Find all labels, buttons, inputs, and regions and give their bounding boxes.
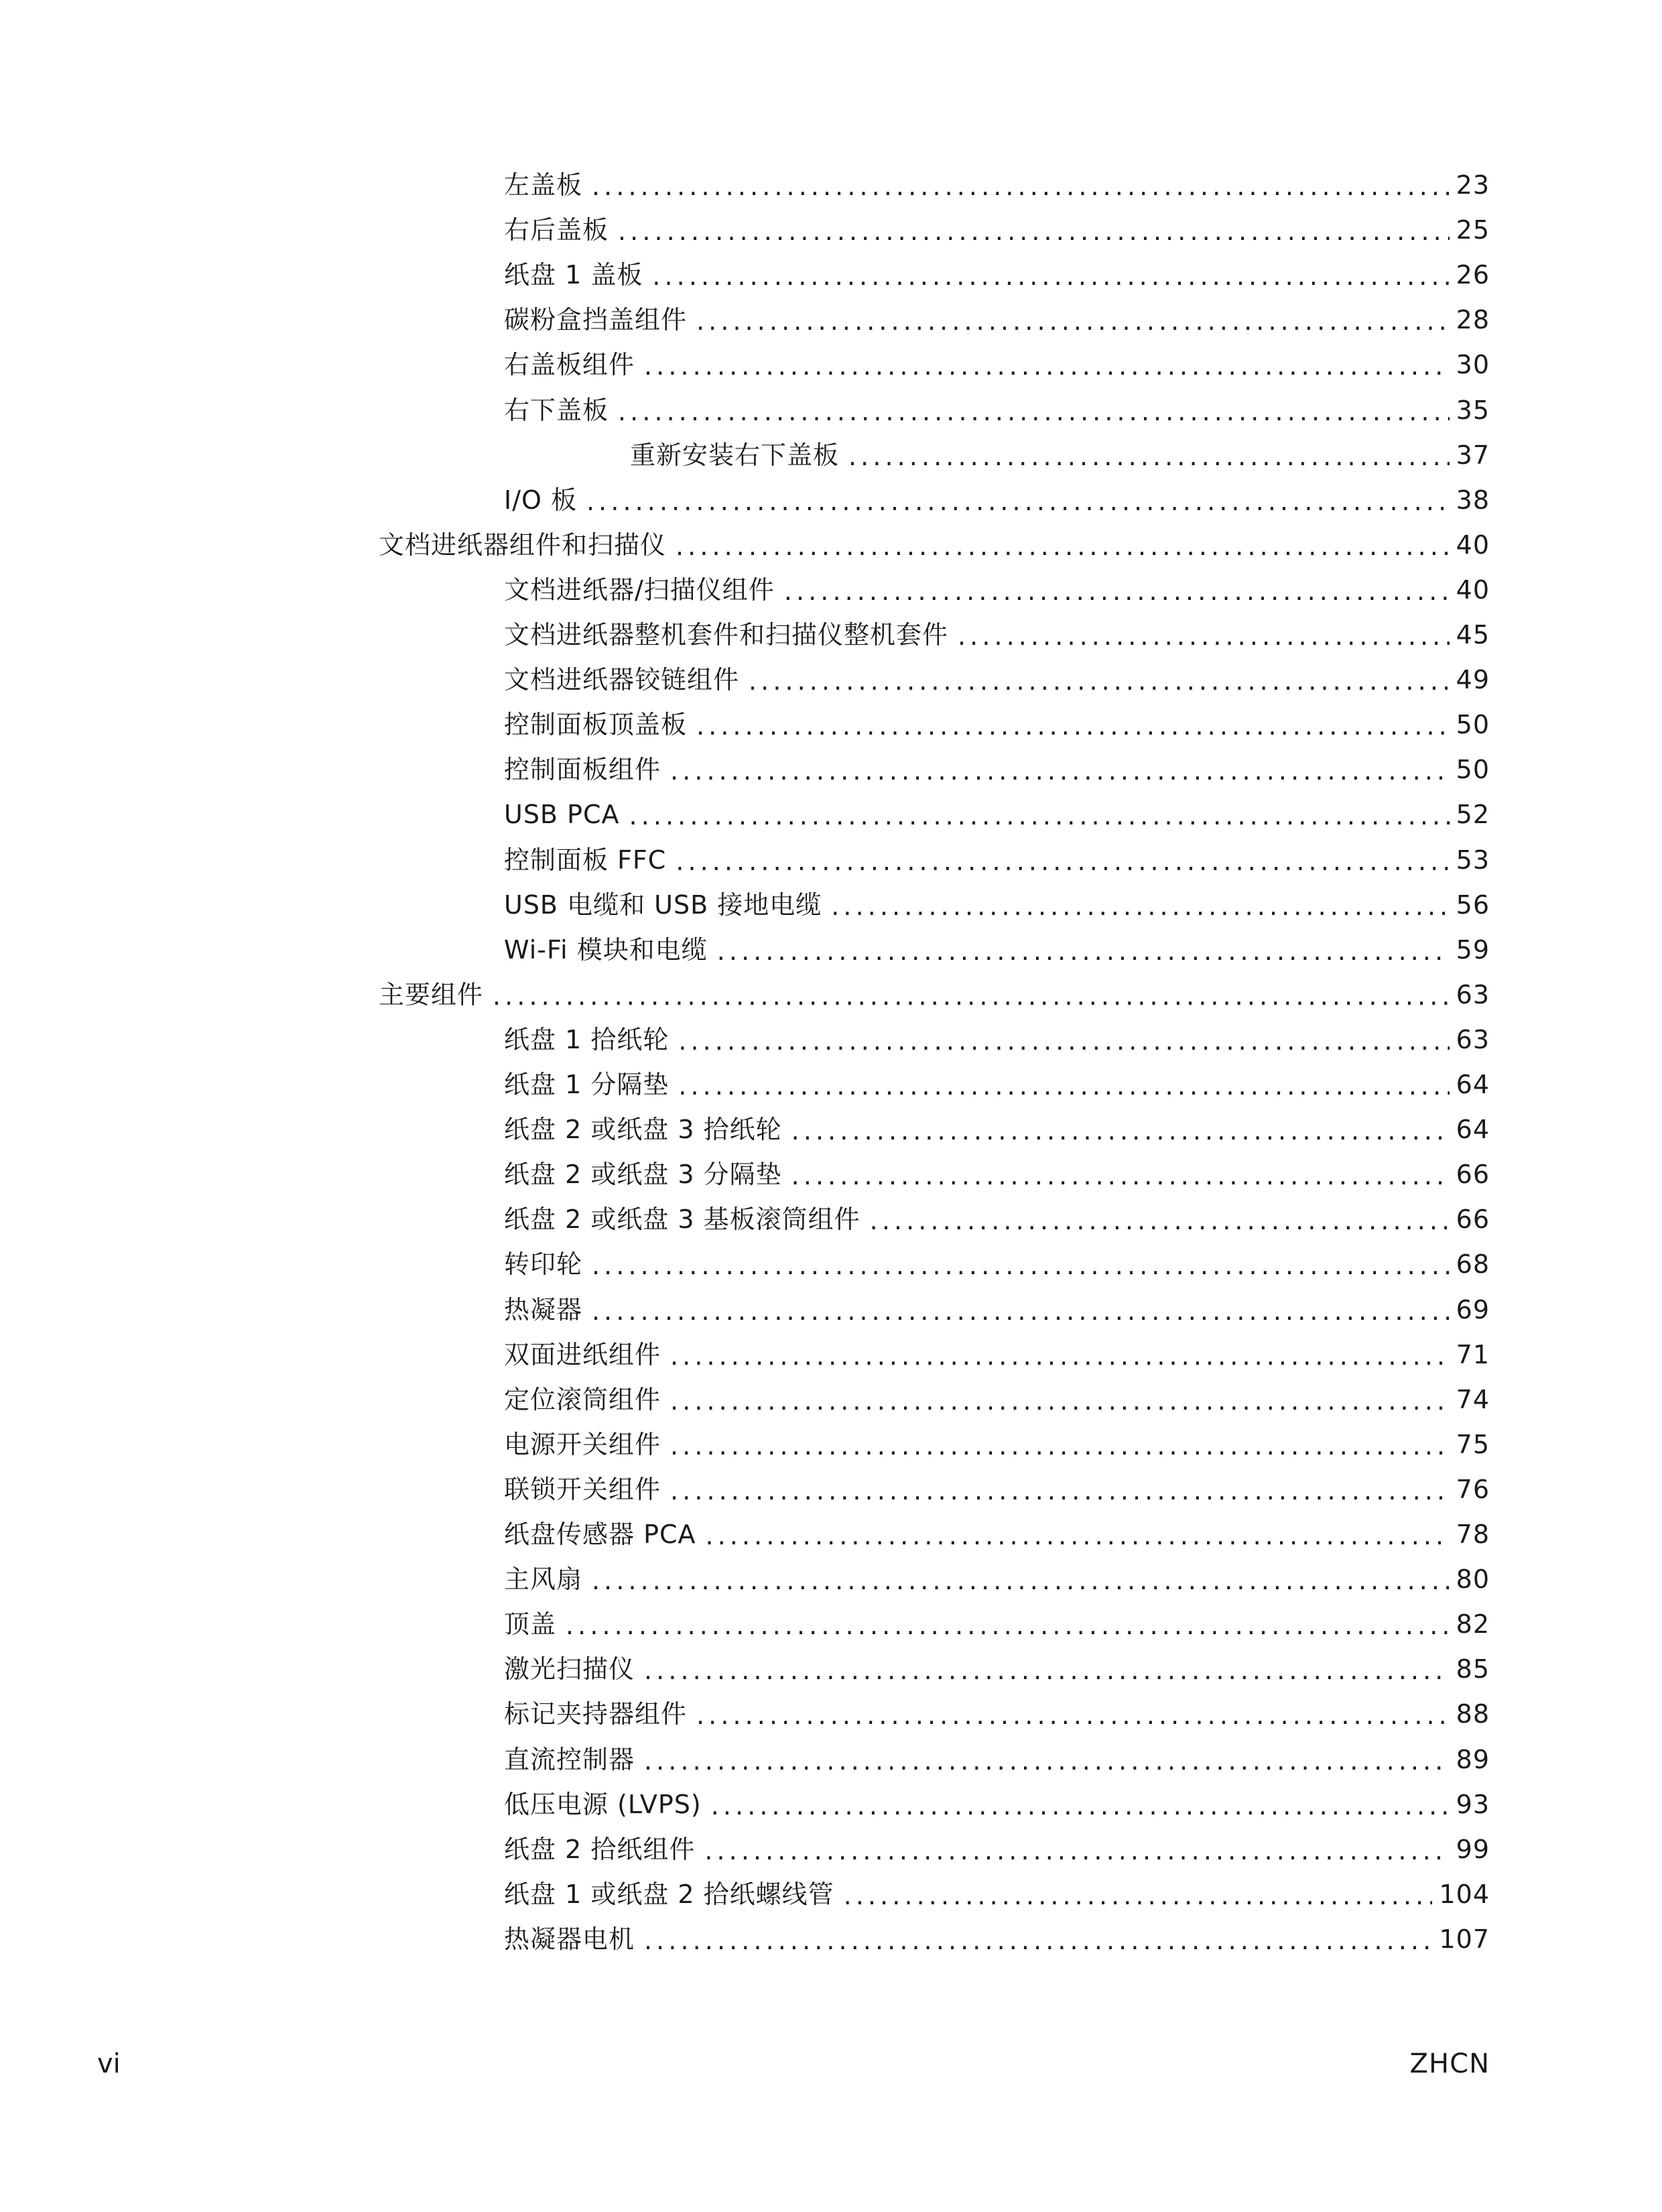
toc-dot-leader bbox=[592, 164, 1450, 209]
toc-entry[interactable] bbox=[504, 1062, 1490, 1107]
toc-entry[interactable] bbox=[504, 1557, 1490, 1602]
toc-entry[interactable] bbox=[504, 658, 1490, 702]
toc-entry-title: 纸盘 2 或纸盘 3 基板滚筒组件 bbox=[504, 1205, 860, 1235]
toc-entry-title: 重新安装右下盖板 bbox=[630, 440, 840, 470]
toc-entry[interactable] bbox=[504, 1872, 1490, 1917]
toc-dot-leader bbox=[870, 1199, 1450, 1243]
toc-entry[interactable] bbox=[504, 1782, 1490, 1827]
toc-entry[interactable] bbox=[379, 973, 1490, 1018]
toc-entry[interactable] bbox=[504, 928, 1490, 973]
toc-entry-title: 纸盘 1 分隔垫 bbox=[504, 1070, 669, 1099]
toc-entry-title: USB 电缆和 USB 接地电缆 bbox=[504, 889, 822, 920]
toc-entry[interactable] bbox=[504, 1152, 1490, 1197]
toc-entry[interactable] bbox=[504, 1197, 1490, 1242]
toc-entry-page: 28 bbox=[1456, 305, 1490, 335]
toc-entry[interactable] bbox=[504, 838, 1490, 883]
toc-entry-page: 25 bbox=[1456, 215, 1490, 245]
toc-dot-leader bbox=[629, 794, 1450, 839]
toc-dot-leader bbox=[644, 1648, 1450, 1693]
toc-entry-page: 71 bbox=[1456, 1339, 1490, 1369]
toc-entry-page: 64 bbox=[1456, 1070, 1490, 1099]
toc-dot-leader bbox=[618, 209, 1450, 254]
toc-entry[interactable] bbox=[504, 388, 1490, 433]
toc-entry-page: 66 bbox=[1456, 1160, 1490, 1190]
toc-entry[interactable] bbox=[504, 1827, 1490, 1872]
toc-entry[interactable] bbox=[504, 1288, 1490, 1333]
toc-dot-leader bbox=[706, 1514, 1450, 1558]
toc-entry-page: 107 bbox=[1439, 1924, 1490, 1954]
toc-entry-title: 激光扫描仪 bbox=[504, 1654, 635, 1684]
toc-dot-leader bbox=[696, 299, 1450, 344]
toc-dot-leader bbox=[831, 884, 1449, 929]
toc-entry-title: 顶盖 bbox=[504, 1609, 557, 1640]
toc-entry-page: 50 bbox=[1456, 710, 1490, 740]
toc-entry-page: 89 bbox=[1456, 1744, 1490, 1774]
toc-dot-leader bbox=[696, 1693, 1450, 1738]
toc-entry-title: 直流控制器 bbox=[504, 1744, 635, 1774]
toc-dot-leader bbox=[493, 974, 1450, 1019]
toc-dot-leader bbox=[670, 1334, 1450, 1379]
toc-entry-page: 45 bbox=[1456, 620, 1490, 650]
toc-dot-leader bbox=[670, 1379, 1450, 1424]
toc-dot-leader bbox=[644, 1739, 1450, 1784]
toc-entry-page: 66 bbox=[1456, 1205, 1490, 1235]
toc-entry[interactable] bbox=[504, 253, 1490, 298]
toc-entry-title: USB PCA bbox=[504, 800, 620, 830]
toc-entry-title: 文档进纸器/扫描仪组件 bbox=[504, 574, 775, 605]
toc-entry-title: 纸盘 1 或纸盘 2 拾纸螺线管 bbox=[504, 1879, 834, 1909]
toc-entry-page: 30 bbox=[1456, 350, 1490, 380]
footer-page-number: vi bbox=[97, 2048, 121, 2079]
toc-entry-title: 右盖板组件 bbox=[504, 350, 635, 380]
toc-entry[interactable] bbox=[504, 1107, 1490, 1152]
toc-entry[interactable] bbox=[504, 163, 1490, 208]
toc-dot-leader bbox=[958, 614, 1450, 659]
toc-entry[interactable] bbox=[504, 1333, 1490, 1377]
toc-entry-page: 63 bbox=[1456, 1024, 1490, 1054]
toc-entry-page: 40 bbox=[1456, 574, 1490, 605]
toc-entry-page: 52 bbox=[1456, 800, 1490, 830]
toc-entry[interactable] bbox=[504, 568, 1490, 613]
toc-entry-page: 50 bbox=[1456, 755, 1490, 785]
toc-entry-page: 74 bbox=[1456, 1384, 1490, 1414]
toc-entry-page: 40 bbox=[1456, 530, 1490, 560]
toc-dot-leader bbox=[592, 1289, 1450, 1334]
toc-entry-title: 标记夹持器组件 bbox=[504, 1699, 688, 1729]
toc-entry[interactable] bbox=[504, 1377, 1490, 1422]
toc-entry-page: 88 bbox=[1456, 1699, 1490, 1729]
toc-entry-page: 80 bbox=[1456, 1564, 1490, 1595]
toc-entry-title: 纸盘传感器 PCA bbox=[504, 1520, 696, 1549]
toc-dot-leader bbox=[644, 1918, 1432, 1963]
toc-dot-leader bbox=[592, 1243, 1450, 1288]
toc-dot-leader bbox=[644, 344, 1450, 389]
toc-entry-page: 68 bbox=[1456, 1249, 1490, 1280]
toc-entry[interactable] bbox=[504, 298, 1490, 343]
toc-entry-title: 联锁开关组件 bbox=[504, 1474, 661, 1504]
toc-dot-leader bbox=[704, 1829, 1449, 1873]
toc-entry-page: 35 bbox=[1456, 395, 1490, 425]
toc-dot-leader bbox=[791, 1154, 1450, 1199]
toc-entry[interactable] bbox=[504, 208, 1490, 253]
toc-dot-leader bbox=[749, 659, 1450, 704]
toc-dot-leader bbox=[618, 389, 1450, 434]
toc-entry-title: 碳粉盒挡盖组件 bbox=[504, 305, 688, 335]
toc-entry-title: 定位滚筒组件 bbox=[504, 1384, 661, 1414]
toc-entry-page: 37 bbox=[1456, 440, 1490, 470]
toc-dot-leader bbox=[791, 1109, 1450, 1154]
toc-dot-leader bbox=[678, 1064, 1449, 1109]
toc-dot-leader bbox=[670, 1469, 1450, 1514]
toc-entry-page: 23 bbox=[1456, 170, 1490, 200]
toc-dot-leader bbox=[592, 1558, 1450, 1603]
toc-dot-leader bbox=[670, 1424, 1450, 1469]
footer-locale-code: ZHCN bbox=[1409, 2048, 1490, 2079]
toc-dot-leader bbox=[784, 569, 1450, 614]
toc-entry-page: 49 bbox=[1456, 665, 1490, 695]
toc-entry-page: 75 bbox=[1456, 1429, 1490, 1459]
toc-entry[interactable] bbox=[504, 1018, 1490, 1062]
toc-entry[interactable] bbox=[504, 1422, 1490, 1467]
toc-entry[interactable] bbox=[630, 433, 1490, 478]
toc-dot-leader bbox=[844, 1873, 1433, 1918]
toc-entry[interactable] bbox=[504, 1512, 1490, 1557]
toc-dot-leader bbox=[848, 434, 1450, 479]
toc-entry-title: 控制面板组件 bbox=[504, 755, 661, 785]
toc-entry-title: 纸盘 2 或纸盘 3 拾纸轮 bbox=[504, 1115, 782, 1145]
toc-dot-leader bbox=[670, 749, 1450, 794]
toc-entry-title: 纸盘 1 拾纸轮 bbox=[504, 1024, 669, 1054]
toc-entry-page: 99 bbox=[1456, 1834, 1490, 1864]
toc-entry[interactable] bbox=[504, 1692, 1490, 1737]
toc-entry-title: 电源开关组件 bbox=[504, 1429, 661, 1459]
toc-entry-title: 左盖板 bbox=[504, 170, 583, 200]
toc-entry-page: 26 bbox=[1456, 260, 1490, 290]
toc-entry[interactable] bbox=[504, 478, 1490, 523]
toc-entry-title: 热凝器电机 bbox=[504, 1924, 635, 1954]
toc-entry-page: 104 bbox=[1439, 1879, 1490, 1909]
toc-entry[interactable] bbox=[504, 1737, 1490, 1782]
toc-entry-page: 78 bbox=[1456, 1520, 1490, 1549]
toc-entry[interactable] bbox=[504, 1467, 1490, 1512]
toc-entry-title: 主要组件 bbox=[379, 979, 484, 1009]
toc-entry-page: 59 bbox=[1456, 934, 1490, 965]
toc-dot-leader bbox=[676, 524, 1450, 569]
toc-entry-page: 69 bbox=[1456, 1294, 1490, 1325]
toc-entry-title: Wi-Fi 模块和电缆 bbox=[504, 934, 708, 965]
toc-entry[interactable] bbox=[504, 343, 1490, 387]
toc-entry[interactable] bbox=[504, 1242, 1490, 1287]
toc-entry-page: 56 bbox=[1456, 889, 1490, 920]
toc-entry-page: 64 bbox=[1456, 1115, 1490, 1145]
toc-entry[interactable] bbox=[504, 792, 1490, 837]
toc-dot-leader bbox=[711, 1784, 1450, 1829]
toc-entry-title: 纸盘 1 盖板 bbox=[504, 260, 643, 290]
toc-entry-page: 63 bbox=[1456, 979, 1490, 1009]
toc-dot-leader bbox=[717, 929, 1450, 974]
toc-entry-page: 76 bbox=[1456, 1474, 1490, 1504]
toc-entry[interactable] bbox=[504, 883, 1490, 928]
toc-entry-title: 转印轮 bbox=[504, 1249, 583, 1280]
toc-dot-leader bbox=[652, 254, 1449, 299]
toc-entry[interactable] bbox=[504, 613, 1490, 658]
toc-entry-page: 53 bbox=[1456, 845, 1490, 875]
toc-entry-title: 纸盘 2 拾纸组件 bbox=[504, 1834, 696, 1864]
toc-entry-title: 双面进纸组件 bbox=[504, 1339, 661, 1369]
toc-entry[interactable] bbox=[504, 747, 1490, 792]
toc-entry-page: 38 bbox=[1456, 485, 1490, 515]
toc-entry-title: 文档进纸器铰链组件 bbox=[504, 665, 740, 695]
toc-entry[interactable] bbox=[504, 702, 1490, 747]
toc-entry-title: I/O 板 bbox=[504, 485, 577, 515]
toc-entry[interactable] bbox=[504, 1602, 1490, 1647]
toc-entry-title: 热凝器 bbox=[504, 1294, 583, 1325]
toc-entry[interactable] bbox=[379, 523, 1490, 568]
toc-entry-page: 82 bbox=[1456, 1609, 1490, 1640]
toc-entry-title: 文档进纸器组件和扫描仪 bbox=[379, 530, 667, 560]
toc-entry-title: 控制面板 FFC bbox=[504, 845, 667, 875]
toc-entry-title: 右下盖板 bbox=[504, 395, 609, 425]
toc-entry-page: 85 bbox=[1456, 1654, 1490, 1684]
toc-dot-leader bbox=[696, 704, 1450, 749]
toc-dot-leader bbox=[566, 1603, 1450, 1648]
toc-entry-title: 主风扇 bbox=[504, 1564, 583, 1595]
toc-entry[interactable] bbox=[504, 1647, 1490, 1692]
toc-entry-title: 纸盘 2 或纸盘 3 分隔垫 bbox=[504, 1160, 782, 1190]
toc-entry-title: 文档进纸器整机套件和扫描仪整机套件 bbox=[504, 620, 949, 650]
toc-entry-title: 低压电源 (LVPS) bbox=[504, 1789, 702, 1819]
toc-entry-title: 右后盖板 bbox=[504, 215, 609, 245]
toc-dot-leader bbox=[678, 1019, 1449, 1064]
toc-entry-title: 控制面板顶盖板 bbox=[504, 710, 688, 740]
toc-dot-leader bbox=[676, 839, 1449, 884]
toc-dot-leader bbox=[586, 479, 1450, 524]
toc-entry-page: 93 bbox=[1456, 1789, 1490, 1819]
toc-entry[interactable] bbox=[504, 1917, 1490, 1962]
